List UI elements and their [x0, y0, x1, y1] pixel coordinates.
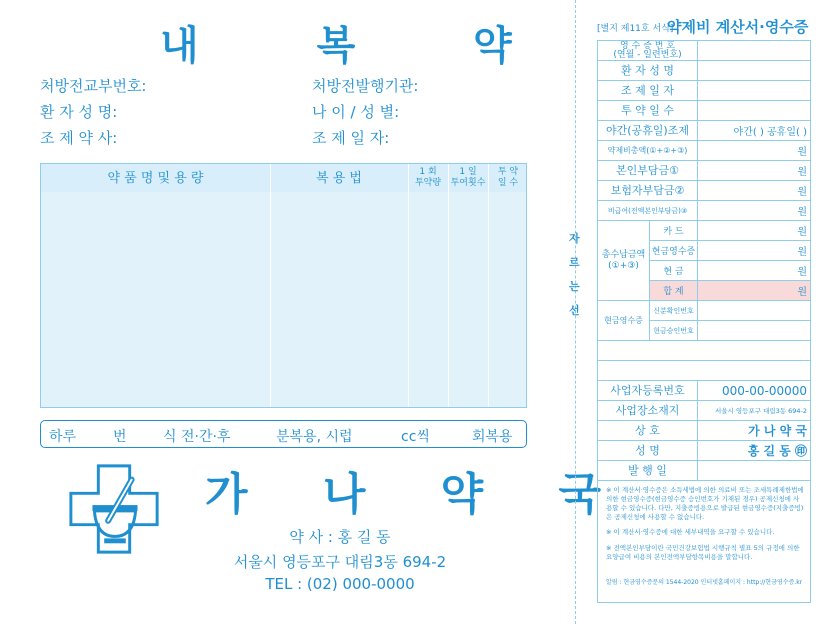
dosage-per-day: 하루: [49, 429, 77, 445]
won-unit: 원: [797, 147, 807, 158]
prescription-no-label: 처방전교부번호:: [40, 77, 147, 95]
cut-line-label-1: 자: [569, 232, 580, 245]
column-divider: [270, 164, 271, 407]
dosage-powder: 분복용, 시럽: [276, 429, 353, 445]
col-dose-per-time-line1: 1 회: [419, 167, 437, 177]
receipt-row: [598, 101, 810, 121]
row-cash-receipt: 현금영수증: [598, 301, 650, 340]
column-divider: [488, 164, 489, 407]
receipt-table: [597, 40, 811, 603]
receipt-row: [598, 81, 810, 101]
receipt-row: [598, 421, 810, 441]
night-holiday-value: 야간( ) 공휴일( ): [733, 127, 807, 138]
row-biz-address: 사업장소재지: [598, 401, 698, 420]
name-value: 홍 길 동 ㊞: [747, 444, 807, 458]
dispense-date-label: 조 제 일 자:: [312, 129, 390, 147]
receipt-row: [598, 441, 810, 461]
receipt-row: [598, 141, 810, 161]
cut-line-label-3: 는: [569, 280, 580, 293]
column-divider: [408, 164, 409, 407]
won-unit: 원: [797, 267, 807, 278]
pharmacy-logo-icon: [65, 460, 163, 558]
col-usage: 복 용 법: [316, 170, 362, 186]
col-days: [488, 164, 528, 192]
dosage-cc: cc씩: [401, 429, 430, 445]
dosage-instructions: [40, 420, 527, 448]
column-divider: [448, 164, 449, 407]
cut-line-label-4: 선: [569, 304, 580, 317]
receipt-row: [598, 381, 810, 401]
receipt-row: [598, 401, 810, 421]
blank-row: [598, 341, 810, 361]
pharmacist-name: 약 사 : 홍 길 동: [289, 528, 391, 546]
receipt-note-3: ※ 전액본인부담이란 국민건강보험법 시행규칙 별표 5의 규정에 의한 요양급여 비용의 본인전액부담항목비용을 말합니다.: [606, 544, 800, 561]
row-trade-name: 상 호: [598, 421, 698, 440]
prescription-table: [40, 163, 527, 408]
won-unit: 원: [797, 207, 807, 218]
issuing-org-label: 처방전발행기관:: [312, 77, 419, 95]
row-receipt-no-label: 영 수 증 번 호: [620, 41, 675, 51]
sub-cash-receipt: 현금영수증: [650, 241, 698, 261]
receipt-row: [598, 181, 810, 201]
trade-name-value: 가 나 약 국: [748, 424, 807, 438]
sub-approval-number: 현금승인번호: [650, 321, 698, 341]
sub-total: 합 계: [650, 281, 698, 301]
row-non-covered: 비급여(전액본인부담금)③: [598, 201, 698, 220]
pharmacist-label: 조 제 약 사:: [40, 129, 118, 147]
col-times-per-day-line1: 1 일: [459, 167, 477, 177]
won-unit: 원: [797, 227, 807, 238]
won-unit: 원: [797, 247, 807, 258]
row-total-paid: [598, 221, 650, 300]
receipt-row: [598, 461, 810, 481]
dosage-times: 번: [113, 429, 127, 445]
receipt-row: [598, 121, 810, 141]
sub-cash: 현 금: [650, 261, 698, 281]
row-night-holiday: 야간(공휴일)조제: [598, 121, 698, 140]
col-days-line2: 일 수: [497, 178, 519, 188]
id-number-value-cell: [698, 301, 810, 321]
row-total-cost: 약제비총액(①+②+③): [598, 141, 698, 160]
row-days: 투 약 일 수: [598, 101, 698, 120]
col-dose-per-time: [408, 164, 448, 192]
sub-id-number: 신분확인번호: [650, 301, 698, 321]
receipt-form-number: [별지 제11호 서식]: [597, 24, 674, 34]
row-receipt-no-sub: (연월 - 일련번호): [613, 49, 682, 60]
total-value-cell: [698, 281, 810, 301]
pharmacy-address: 서울시 영등포구 대림3동 694-2: [233, 553, 447, 571]
col-drug-name: 약 품 명 및 용 량: [107, 170, 204, 186]
table-body: [41, 192, 526, 407]
sub-card: 카 드: [650, 221, 698, 241]
receipt-row: [598, 41, 810, 61]
row-issue-date: 발 행 일: [598, 461, 698, 480]
row-total-paid-sub: (①+③): [608, 260, 639, 271]
receipt-row: [598, 161, 810, 181]
receipt-title: 약제비 계산서·영수증: [667, 18, 809, 36]
row-patient-name: 환 자 성 명: [598, 61, 698, 80]
row-reg-no: 사업자등록번호: [598, 381, 698, 400]
row-name: 성 명: [598, 441, 698, 460]
won-unit: 원: [797, 187, 807, 198]
won-unit: 원: [797, 287, 807, 298]
age-sex-label: 나 이 / 성 별:: [312, 103, 400, 121]
col-dose-per-time-line2: 투약량: [414, 178, 442, 188]
cash-receipt-value-cell: [698, 241, 810, 261]
row-receipt-no: [598, 41, 698, 60]
row-dispense-date: 조 제 일 자: [598, 81, 698, 100]
approval-value-cell: [698, 321, 810, 341]
won-unit: 원: [797, 167, 807, 178]
receipt-note-2: ※ 이 계산서·영수증에 대한 세부내역을 요구할 수 있습니다.: [606, 528, 775, 536]
card-value-cell: [698, 221, 810, 241]
row-insurer-share: 보험자부담금②: [598, 181, 698, 200]
dosage-meal: 식 전·간·후: [163, 429, 231, 445]
blank-row: [598, 361, 810, 381]
pharmacy-name: 가 나 약 국: [205, 469, 631, 520]
receipt-note-4: 알림 : 현금영수증문의 1544-2020 인터넷홈페이지 : http://현금영수증.kr: [606, 579, 803, 586]
col-times-per-day: [448, 164, 488, 192]
patient-name-label: 환 자 성 명:: [40, 103, 118, 121]
dosage-doses: 회복용: [472, 429, 513, 445]
biz-address-value: 서울시 영등포구 대림3동 694-2: [714, 407, 807, 415]
cash-value-cell: [698, 261, 810, 281]
receipt-row: [598, 61, 810, 81]
row-patient-share: 본인부담금①: [598, 161, 698, 180]
row-total-paid-label: 총수납금액: [601, 249, 646, 260]
cut-line-label-2: 르: [569, 256, 580, 269]
col-days-line1: 투 약: [497, 167, 519, 177]
pharmacy-tel: TEL : (02) 000-0000: [265, 575, 415, 593]
reg-no-value: 000-00-00000: [721, 383, 807, 398]
receipt-row: [598, 201, 810, 221]
receipt-note-1: ※ 이 계산서·영수증은 소득세법에 의한 의료비 또는 조세특례제한법에 의한 현금영수증(현금영수증 승인번호가 기재된 경우) 공제신청에 사용할 수 있습니다. 다만, 지출증빙용으로 발급된 현금영수증(지출증빙)은 공제신청에 사용할 수 없습니다.: [606, 486, 804, 521]
envelope-title: 내 복 약: [160, 23, 564, 69]
col-times-per-day-line2: 투여횟수: [450, 178, 486, 188]
